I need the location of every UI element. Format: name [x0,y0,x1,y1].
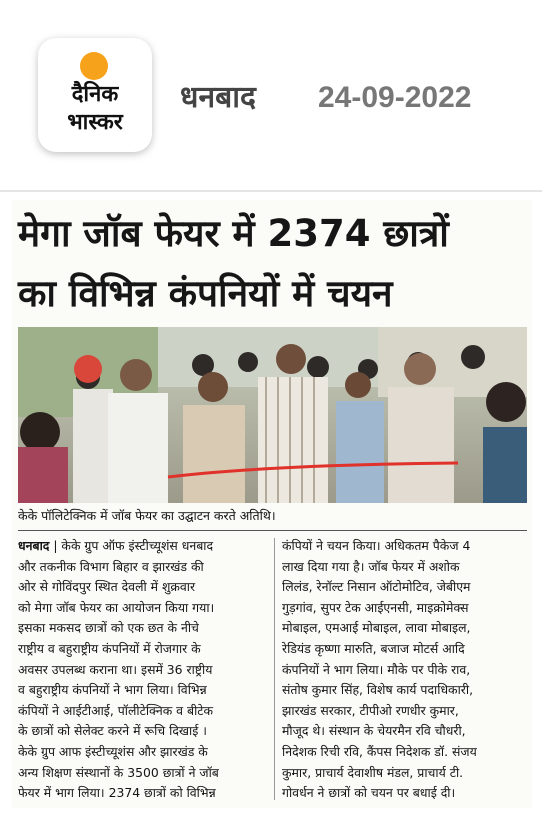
body-line: मौजूद थे। संस्थान के चेयरमैन रवि चौधरी, [282,723,466,739]
body-line: लाख दिया गया है। जॉब फेयर में अशोक [282,558,460,574]
column-divider [274,538,275,800]
body-line: इसका मकसद छात्रों को एक छत के नीचे [18,620,199,636]
body-line: धनबाद | केके ग्रुप ऑफ इंस्टीच्यूशंस धनबाद [18,538,214,553]
edition-city: धनबाद [180,80,256,115]
photo-caption: केके पॉलिटेक्निक में जॉब फेयर का उद्घाटन करते अतिथि। [18,508,276,523]
body-line: को मेगा जॉब फेयर का आयोजन किया गया। [18,599,215,615]
body-line: कंपियों ने चयन किया। अधिकतम पैकेज 4 [282,538,471,553]
header-divider [0,190,542,192]
headline-line-1: मेगा जॉब फेयर में 2374 छात्रों [18,212,449,255]
body-line: गोवर्धन ने छात्रों को चयन पर बधाई दी। [282,785,456,801]
dateline: धनबाद [18,538,50,553]
edition-date: 24-09-2022 [318,81,472,114]
headline-line-2: का विभिन्न कंपनियों में चयन [18,272,393,315]
sun-icon [80,52,108,80]
body-line: के छात्रों को सेलेक्ट करने में रूचि दिखाई । [18,723,207,739]
body-line: कुमार, प्राचार्य देवाशीष मंडल, प्राचार्य टी. [282,764,464,780]
body-line: केके ग्रुप आफ इंस्टीच्यूशंस और झारखंड के [18,743,208,759]
body-line: गुड़गांव, सुपर टेक आईएनसी, माइक्रोमेक्स [282,599,469,615]
body-line: रेडियंड कृष्णा मारुति, बजाज मोटर्स आदि [282,640,465,656]
body-line: ओर से गोविंदपुर स्थित देवली में शुक्रवार [18,579,196,595]
article-column-1 [18,536,268,804]
dainik-bhaskar-logo[interactable] [38,38,152,152]
body-line: लिलंड, रेनॉल्ट निसान ऑटोमोटिव, जेबीएम [282,579,471,595]
body-line: झारखंड सरकार, टीपीओ रणधीर कुमार, [282,702,459,718]
body-line: कंपनियों ने भाग लिया। मौके पर पीके राव, [282,661,471,677]
event-photo [18,327,527,503]
body-line: व बहुराष्ट्रीय कंपनियों ने भाग लिया। विभिन्न [18,682,207,698]
article-column-2 [282,536,528,804]
event-photo-illustration [18,327,527,503]
body-line: अन्य शिक्षण संस्थानों के 3500 छात्रों ने जॉब [18,764,219,780]
body-line: मोबाइल, एमआई मोबाइल, लावा मोबाइल, [282,620,471,636]
body-line: राष्ट्रीय व बहुराष्ट्रीय कंपनियों में रोजगार के [18,640,201,656]
body-line: निदेशक रिची रवि, कैंपस निदेशक डॉ. संजय [282,743,477,759]
logo-text-line1: दैनिक [71,82,119,107]
app-header [0,0,542,185]
body-line: संतोष कुमार सिंह, विशेष कार्य पदाधिकारी, [282,682,474,698]
logo-text-line2: भास्कर [67,110,123,135]
caption-rule [18,530,527,531]
body-line: कंपियों ने आईटीआई, पॉलीटेक्निक व बीटेक [18,702,214,718]
body-line: फेयर में भाग लिया। 2374 छात्रों को विभिन्न [18,785,216,801]
body-line: अवसर उपलब्ध कराना था। इसमें 36 राष्ट्रीय [18,661,213,677]
body-line: और तकनीक विभाग बिहार व झारखंड की [18,558,204,574]
